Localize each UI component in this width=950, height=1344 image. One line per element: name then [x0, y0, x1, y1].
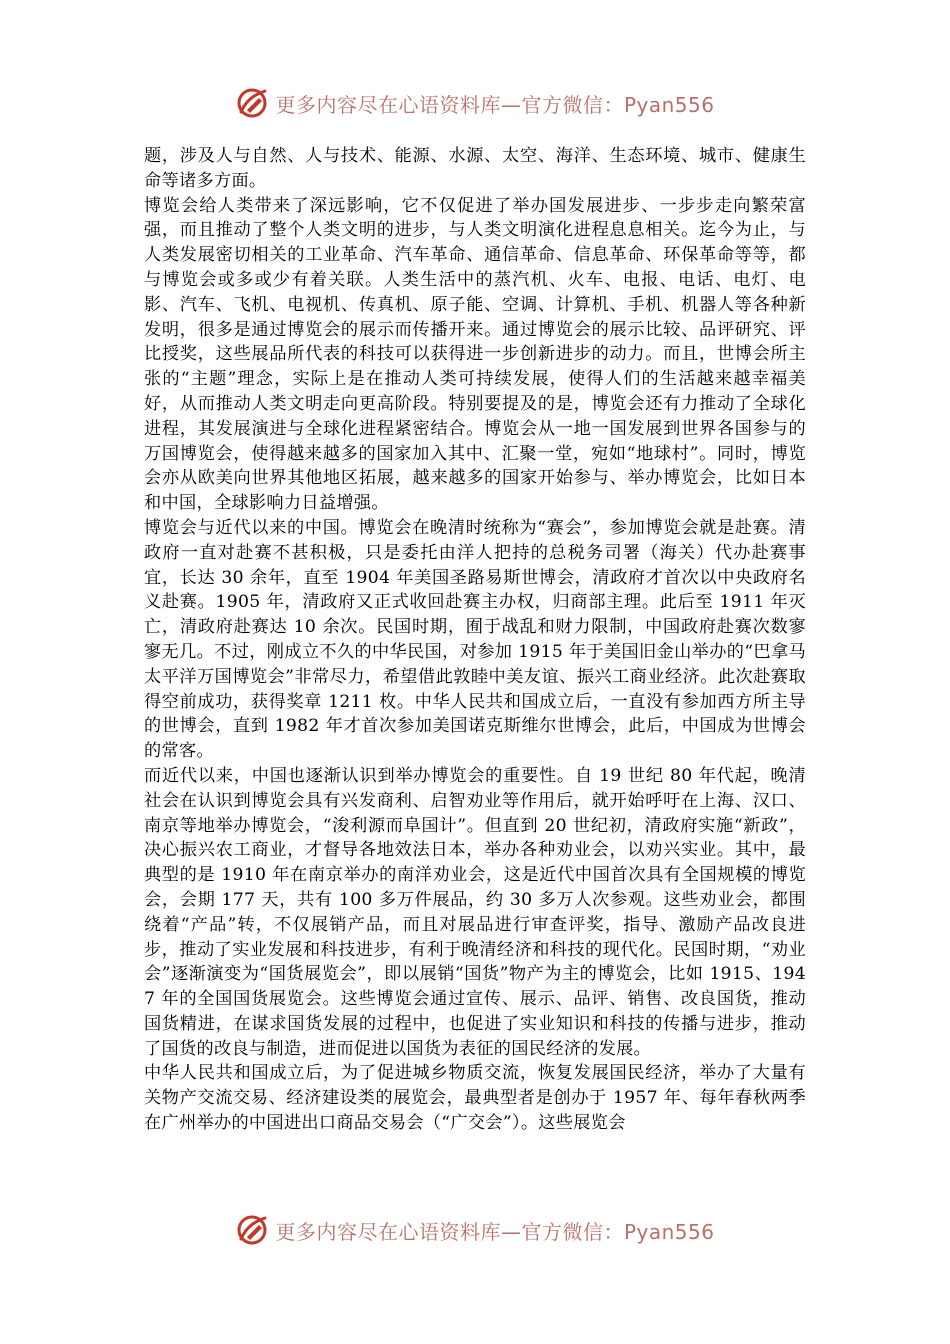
paragraph: 博览会给人类带来了深远影响，它不仅促进了举办国发展进步、一步步走向繁荣富强，而且推动了整个人类文明的进步，与人类文明演化进程息息相关。迄今为止，与人类发展密切相关的工业革命、汽车革命、通信革命、信息革命、环保革命等等，都与博览会或多或少有着关联。人类生活中的蒸汽机、火车、电报、电话、电灯、电影、汽车、飞机、电视机、传真机、原子能、空调、计算机、手机、机器人等各种新发明，很多是通过博览会的展示而传播开来。通过博览会的展示比较、品评研究、评比授奖，这些展品所代表的科技可以获得进一步创新进步的动力。而且，世博会所主张的“主题”理念，实际上是在推动人类可持续发展，使得人们的生活越来越幸福美好，从而推动人类文明走向更高阶段。特别要提及的是，博览会还有力推动了全球化进程，其发展演进与全球化进程紧密结合。博览会从一地一国发展到世界各国参与的万国博览会，使得越来越多的国家加入其中、汇聚一堂，宛如“地球村”。同时，博览会亦从欧美向世界其他地区拓展，越来越多的国家开始参与、举办博览会，比如日本和中国，全球影响力日益增强。 [144, 195, 806, 514]
document-body [144, 144, 806, 1194]
pen-nib-swirl-logo-icon [235, 86, 269, 120]
paragraph: 而近代以来，中国也逐渐认识到举办博览会的重要性。自 19 世纪 80 年代起，晚清社会在认识到博览会具有兴发商利、启智劝业等作用后，就开始呼吁在上海、汉口、南京等地举办博览会，“浚利源而阜国计”。但直到 20 世纪初，清政府实施“新政”，决心振兴农工商业，才督导各地效法日本，举办各种劝业会，以劝兴实业。其中，最典型的是 1910 年在南京举办的南洋劝业会，这是近代中国首次具有全国规模的博览会，会期 177 天，共有 100 多万件展品，约 30 多万人次参观。这些劝业会，都围绕着“产品”转，不仅展销产品，而且对展品进行审查评奖，指导、激励产品改良进步，推动了实业发展和科技进步，有利于晚清经济和科技的现代化。民国时期，“劝业会”逐渐演变为“国货展览会”，即以展销“国货”物产为主的博览会，比如 1915、1947 年的全国国货展览会。这些博览会通过宣传、展示、品评、销售、改良国货，推动国货精进，在谋求国货发展的过程中，也促进了实业知识和科技的传播与进步，推动了国货的改良与制造，进而促进以国货为表征的国民经济的发展。 [144, 765, 806, 1059]
paragraph: 博览会与近代以来的中国。博览会在晚清时统称为“赛会”，参加博览会就是赴赛。清政府一直对赴赛不甚积极，只是委托由洋人把持的总税务司署（海关）代办赴赛事宜，长达 30 余年，直至 1904 年美国圣路易斯世博会，清政府才首次以中央政府名义赴赛。1905 年，清政府又正式收回赴赛主办权，归商部主理。此后至 1911 年灭亡，清政府赴赛达 10 余次。民国时期，囿于战乱和财力限制，中国政府赴赛次数寥寥无几。不过，刚成立不久的中华民国，对参加 1915 年于美国旧金山举办的“巴拿马太平洋万国博览会”非常尽力，希望借此敦睦中美友谊、振兴工商业经济。此次赴赛取得空前成功，获得奖章 1211 枚。中华人民共和国成立后，一直没有参加西方所主导的世博会，直到 1982 年才首次参加美国诺克斯维尔世博会，此后，中国成为世博会的常客。 [144, 517, 806, 762]
header-watermark [0, 83, 950, 123]
paragraph: 题，涉及人与自然、人与技术、能源、水源、太空、海洋、生态环境、城市、健康生命等诸多方面。 [144, 146, 806, 191]
pen-nib-swirl-logo-icon [235, 1213, 269, 1247]
watermark-text: 更多内容尽在心语资料库—官方微信：Pyan556 [275, 92, 715, 117]
footer-watermark [0, 1210, 950, 1250]
watermark-text: 更多内容尽在心语资料库—官方微信：Pyan556 [275, 1219, 715, 1244]
paragraph: 中华人民共和国成立后，为了促进城乡物质交流，恢复发展国民经济，举办了大量有关物产交流交易、经济建设类的展览会，最典型者是创办于 1957 年、每年春秋两季在广州举办的中国进出口商品交易会（“广交会”）。这些展览会 [144, 1063, 806, 1134]
